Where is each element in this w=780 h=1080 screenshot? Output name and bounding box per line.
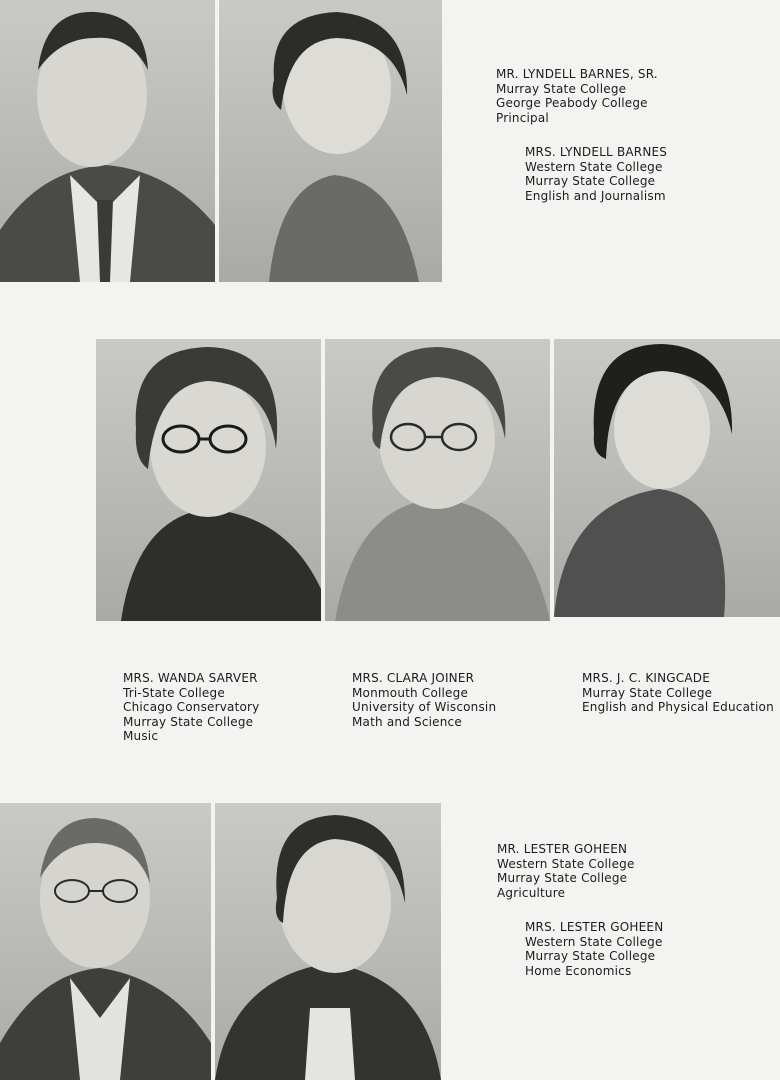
staff-detail: Agriculture [497,885,566,900]
staff-detail: Western State College [525,934,663,949]
portrait-photo-j-c-kingcade [554,339,780,617]
caption-wanda-sarver [123,671,259,744]
caption-lyndell-barnes-sr [496,67,658,125]
staff-detail: Western State College [497,856,635,871]
staff-detail: Home Economics [525,963,632,978]
staff-detail: English and Physical Education [582,700,774,715]
staff-name: MR. LYNDELL BARNES, SR. [496,67,658,81]
staff-detail: Tri-State College [123,685,225,700]
portrait-photo-clara-joiner [325,339,550,621]
caption-mrs-lester-goheen [525,920,663,978]
staff-detail: Chicago Conservatory [123,700,260,715]
staff-detail: Music [123,729,159,744]
staff-detail: Principal [496,110,549,125]
caption-clara-joiner [352,671,496,729]
portrait-photo-wanda-sarver [96,339,321,621]
portrait-photo-mrs-lyndell-barnes [219,0,442,282]
staff-detail: Murray State College [123,714,254,729]
portrait-photo-lyndell-barnes-sr [0,0,215,282]
staff-name: MRS. LYNDELL BARNES [525,145,668,159]
staff-name: MRS. J. C. KINGCADE [582,671,711,685]
staff-name: MRS. WANDA SARVER [123,671,258,685]
staff-detail: Math and Science [352,714,462,729]
staff-detail: George Peabody College [496,96,648,111]
staff-name: MRS. CLARA JOINER [352,671,475,685]
staff-detail: Murray State College [496,81,627,96]
staff-detail: Murray State College [582,685,713,700]
caption-j-c-kingcade [582,671,774,715]
caption-lester-goheen [497,842,635,900]
staff-name: MR. LESTER GOHEEN [497,842,628,856]
staff-detail: Western State College [525,159,663,174]
caption-mrs-lyndell-barnes [525,145,667,203]
staff-detail: Murray State College [525,174,656,189]
staff-detail: Murray State College [525,949,656,964]
staff-detail: Murray State College [497,871,628,886]
staff-detail: University of Wisconsin [352,700,497,715]
portrait-photo-lester-goheen [0,803,211,1080]
portrait-photo-mrs-lester-goheen [215,803,441,1080]
staff-name: MRS. LESTER GOHEEN [525,920,664,934]
staff-detail: Monmouth College [352,685,469,700]
staff-detail: English and Journalism [525,188,666,203]
